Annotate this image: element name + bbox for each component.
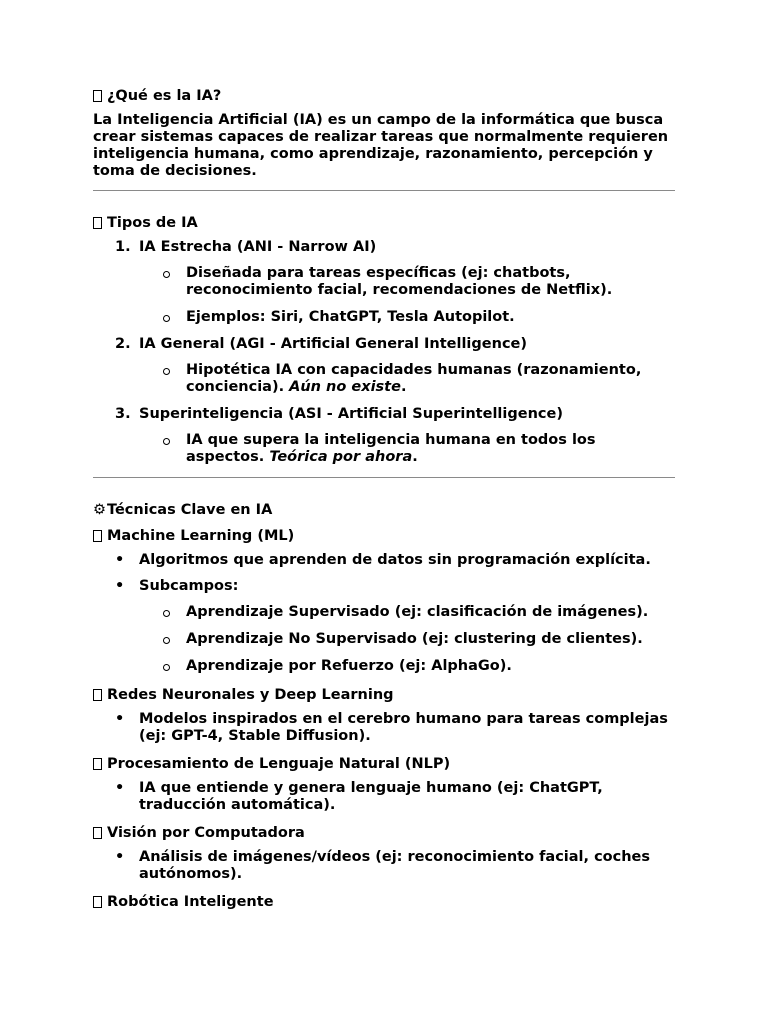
bullet-icon: • xyxy=(115,849,125,865)
list-item-label: Superinteligencia (ASI - Artificial Superintelligence) xyxy=(139,406,563,422)
techniques-heading xyxy=(93,500,675,520)
ml-list xyxy=(93,552,675,675)
ml-heading xyxy=(93,526,675,546)
list-item-text: Aprendizaje por Refuerzo (ej: AlphaGo). xyxy=(186,658,512,674)
cv-list xyxy=(93,849,675,883)
types-list xyxy=(93,239,675,466)
list-item-label: IA Estrecha (ANI - Narrow AI) xyxy=(139,239,377,255)
list-number: 2. xyxy=(115,336,131,352)
list-number: 3. xyxy=(115,406,131,422)
list-item xyxy=(93,265,675,299)
emoji-placeholder-icon xyxy=(93,896,102,908)
gear-icon: ⚙ xyxy=(93,502,106,518)
emphasis-text: Teórica por ahora xyxy=(269,449,413,465)
circle-bullet-icon xyxy=(163,368,170,375)
intro-heading-text: ¿Qué es la IA? xyxy=(107,88,222,104)
list-item-text: IA que supera la inteligencia humana en todos los aspectos. xyxy=(186,432,596,465)
bullet-icon: • xyxy=(115,711,125,727)
ml-heading-text: Machine Learning (ML) xyxy=(107,528,295,544)
list-item-tail: . xyxy=(412,449,418,465)
emoji-placeholder-icon xyxy=(93,530,102,542)
list-item-text: Análisis de imágenes/vídeos (ej: reconocimiento facial, coches autónomos). xyxy=(139,849,651,882)
list-item xyxy=(93,406,675,423)
list-item xyxy=(93,780,675,814)
bullet-icon: • xyxy=(115,552,125,568)
nlp-heading xyxy=(93,754,675,774)
list-number: 1. xyxy=(115,239,131,255)
robotics-heading-text: Robótica Inteligente xyxy=(107,894,274,910)
circle-bullet-icon xyxy=(163,271,170,278)
nn-list xyxy=(93,711,675,745)
list-item xyxy=(93,552,675,569)
list-item xyxy=(93,239,675,256)
nn-heading-text: Redes Neuronales y Deep Learning xyxy=(107,687,394,703)
intro-heading xyxy=(93,86,675,106)
list-item xyxy=(93,711,675,745)
list-item-text: Aprendizaje No Supervisado (ej: clustering de clientes). xyxy=(186,631,643,647)
list-item-label: IA General (AGI - Artificial General Intelligence) xyxy=(139,336,527,352)
types-heading-text: Tipos de IA xyxy=(107,215,198,231)
list-item-text: Hipotética IA con capacidades humanas (razonamiento, conciencia). xyxy=(186,362,642,395)
emoji-placeholder-icon xyxy=(93,90,102,102)
nlp-heading-text: Procesamiento de Lenguaje Natural (NLP) xyxy=(107,756,451,772)
list-item-text: Subcampos: xyxy=(139,578,239,594)
divider xyxy=(93,477,675,478)
emoji-placeholder-icon xyxy=(93,758,102,770)
list-item xyxy=(93,309,675,326)
list-item xyxy=(93,631,675,648)
list-item-text: Diseñada para tareas específicas (ej: chatbots, reconocimiento facial, recomendaciones de Netflix). xyxy=(186,265,613,298)
list-item xyxy=(93,362,675,396)
list-item xyxy=(93,604,675,621)
bullet-icon: • xyxy=(115,780,125,796)
circle-bullet-icon xyxy=(163,610,170,617)
document-content xyxy=(93,86,675,918)
list-item-text: Modelos inspirados en el cerebro humano para tareas complejas (ej: GPT-4, Stable Diffusion). xyxy=(139,711,668,744)
cv-heading-text: Visión por Computadora xyxy=(107,825,305,841)
intro-paragraph: La Inteligencia Artificial (IA) es un campo de la informática que busca crear sistemas capaces de realizar tareas que normalmente requieren inteligencia humana, como aprendizaje, razonamiento, percepción y toma de decisiones. xyxy=(93,112,669,179)
emoji-placeholder-icon xyxy=(93,217,102,229)
list-item-text: Ejemplos: Siri, ChatGPT, Tesla Autopilot. xyxy=(186,309,515,325)
techniques-heading-text: Técnicas Clave en IA xyxy=(107,502,273,518)
circle-bullet-icon xyxy=(163,438,170,445)
emphasis-text: Aún no existe xyxy=(289,379,401,395)
circle-bullet-icon xyxy=(163,664,170,671)
list-item xyxy=(93,658,675,675)
list-item-text: Algoritmos que aprenden de datos sin programación explícita. xyxy=(139,552,651,568)
list-item xyxy=(93,849,675,883)
list-item xyxy=(93,432,675,466)
emoji-placeholder-icon xyxy=(93,827,102,839)
emoji-placeholder-icon xyxy=(93,689,102,701)
circle-bullet-icon xyxy=(163,637,170,644)
nlp-list xyxy=(93,780,675,814)
list-item xyxy=(93,336,675,353)
list-item-text: Aprendizaje Supervisado (ej: clasificación de imágenes). xyxy=(186,604,649,620)
list-item xyxy=(93,578,675,595)
list-item-tail: . xyxy=(400,379,407,395)
robotics-heading xyxy=(93,892,675,912)
circle-bullet-icon xyxy=(163,315,170,322)
list-item-text: IA que entiende y genera lenguaje humano (ej: ChatGPT, traducción automática). xyxy=(139,780,603,813)
cv-heading xyxy=(93,823,675,843)
divider xyxy=(93,190,675,191)
nn-heading xyxy=(93,685,675,705)
bullet-icon: • xyxy=(115,578,125,594)
types-heading xyxy=(93,213,675,233)
